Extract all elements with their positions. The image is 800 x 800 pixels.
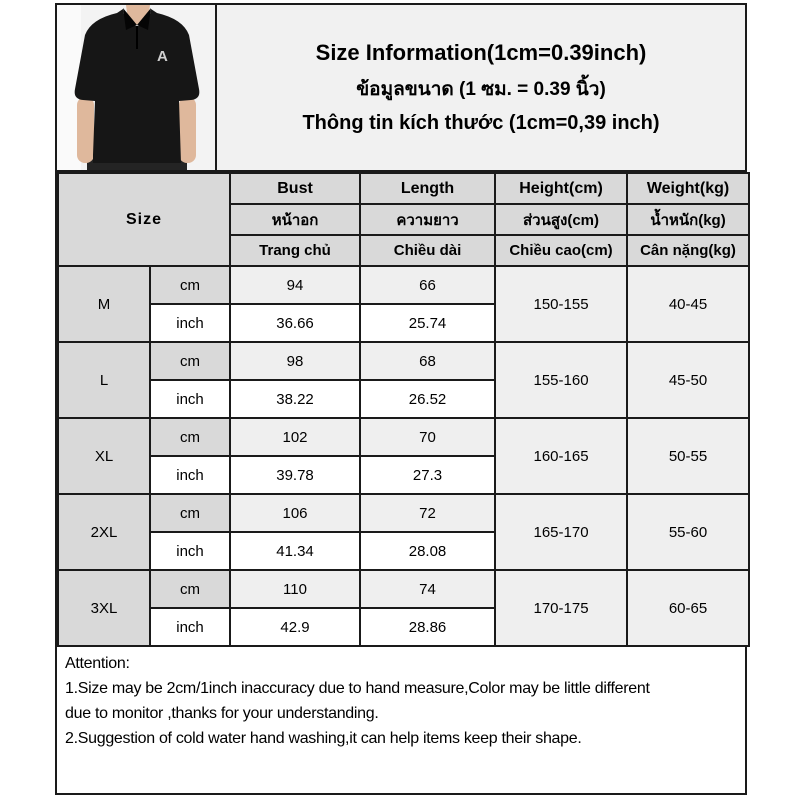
unit-label-cm: cm (150, 570, 230, 608)
col-header-height-en: Height(cm) (495, 173, 627, 204)
col-header-bust-vi: Trang chủ (230, 235, 360, 266)
size-info-sheet (55, 3, 747, 795)
length-cm-value: 66 (360, 266, 495, 304)
unit-label-cm: cm (150, 266, 230, 304)
row-2xl-cm (58, 494, 749, 532)
polo-shirt-graphic (57, 5, 215, 170)
weight-range: 60-65 (627, 570, 749, 646)
col-header-height-vi: Chiều cao(cm) (495, 235, 627, 266)
unit-label-inch: inch (150, 304, 230, 342)
title-thai: ข้อมูลขนาด (1 ซม. = 0.39 นิ้ว) (356, 79, 606, 100)
length-inch-value: 27.3 (360, 456, 495, 494)
size-table (57, 172, 750, 647)
col-header-length-th: ความยาว (360, 204, 495, 235)
col-header-length-en: Length (360, 173, 495, 204)
weight-range: 40-45 (627, 266, 749, 342)
attention-heading: Attention: (65, 655, 130, 672)
size-label-m: M (58, 266, 150, 342)
height-range: 160-165 (495, 418, 627, 494)
bust-cm-value: 98 (230, 342, 360, 380)
size-label-l: L (58, 342, 150, 418)
height-range: 165-170 (495, 494, 627, 570)
col-header-weight-vi: Cân nặng(kg) (627, 235, 749, 266)
length-inch-value: 25.74 (360, 304, 495, 342)
title-english: Size Information(1cm=0.39inch) (315, 40, 647, 65)
shirt-logo-letter: A (157, 48, 168, 65)
length-cm-value: 74 (360, 570, 495, 608)
unit-label-inch: inch (150, 380, 230, 418)
bust-cm-value: 94 (230, 266, 360, 304)
bust-inch-value: 41.34 (230, 532, 360, 570)
length-inch-value: 28.86 (360, 608, 495, 646)
size-label-2xl: 2XL (58, 494, 150, 570)
left-arm-shape (77, 97, 94, 163)
unit-label-inch: inch (150, 608, 230, 646)
weight-range: 55-60 (627, 494, 749, 570)
height-range: 150-155 (495, 266, 627, 342)
bust-inch-value: 39.78 (230, 456, 360, 494)
col-header-weight-en: Weight(kg) (627, 173, 749, 204)
unit-label-inch: inch (150, 456, 230, 494)
header-section (57, 5, 745, 172)
title-block (217, 5, 745, 170)
col-header-length-vi: Chiều dài (360, 235, 495, 266)
length-cm-value: 68 (360, 342, 495, 380)
bust-cm-value: 102 (230, 418, 360, 456)
col-header-weight-th: น้ำหนัก(kg) (627, 204, 749, 235)
attention-line-2: due to monitor ,thanks for your understanding. (65, 705, 379, 722)
unit-label-cm: cm (150, 342, 230, 380)
bust-cm-value: 110 (230, 570, 360, 608)
col-header-bust-en: Bust (230, 173, 360, 204)
product-photo (57, 5, 217, 170)
size-label-xl: XL (58, 418, 150, 494)
attention-line-3: 2.Suggestion of cold water hand washing,it can help items keep their shape. (65, 730, 582, 747)
header-row-en (58, 173, 749, 204)
title-vietnamese: Thông tin kích thước (1cm=0,39 inch) (302, 112, 660, 134)
col-header-bust-th: หน้าอก (230, 204, 360, 235)
bust-cm-value: 106 (230, 494, 360, 532)
attention-line-1: 1.Size may be 2cm/1inch inaccuracy due to hand measure,Color may be little different (65, 680, 650, 697)
length-inch-value: 28.08 (360, 532, 495, 570)
row-m-cm (58, 266, 749, 304)
weight-range: 50-55 (627, 418, 749, 494)
height-range: 155-160 (495, 342, 627, 418)
size-corner-cell: Size (58, 173, 230, 266)
attention-section (57, 647, 745, 793)
unit-label-cm: cm (150, 418, 230, 456)
bust-inch-value: 42.9 (230, 608, 360, 646)
row-l-cm (58, 342, 749, 380)
unit-label-inch: inch (150, 532, 230, 570)
weight-range: 45-50 (627, 342, 749, 418)
unit-label-cm: cm (150, 494, 230, 532)
bust-inch-value: 36.66 (230, 304, 360, 342)
right-arm-shape (179, 97, 196, 163)
length-inch-value: 26.52 (360, 380, 495, 418)
length-cm-value: 70 (360, 418, 495, 456)
height-range: 170-175 (495, 570, 627, 646)
row-xl-cm (58, 418, 749, 456)
size-label-3xl: 3XL (58, 570, 150, 646)
col-header-height-th: ส่วนสูง(cm) (495, 204, 627, 235)
bust-inch-value: 38.22 (230, 380, 360, 418)
row-3xl-cm (58, 570, 749, 608)
length-cm-value: 72 (360, 494, 495, 532)
